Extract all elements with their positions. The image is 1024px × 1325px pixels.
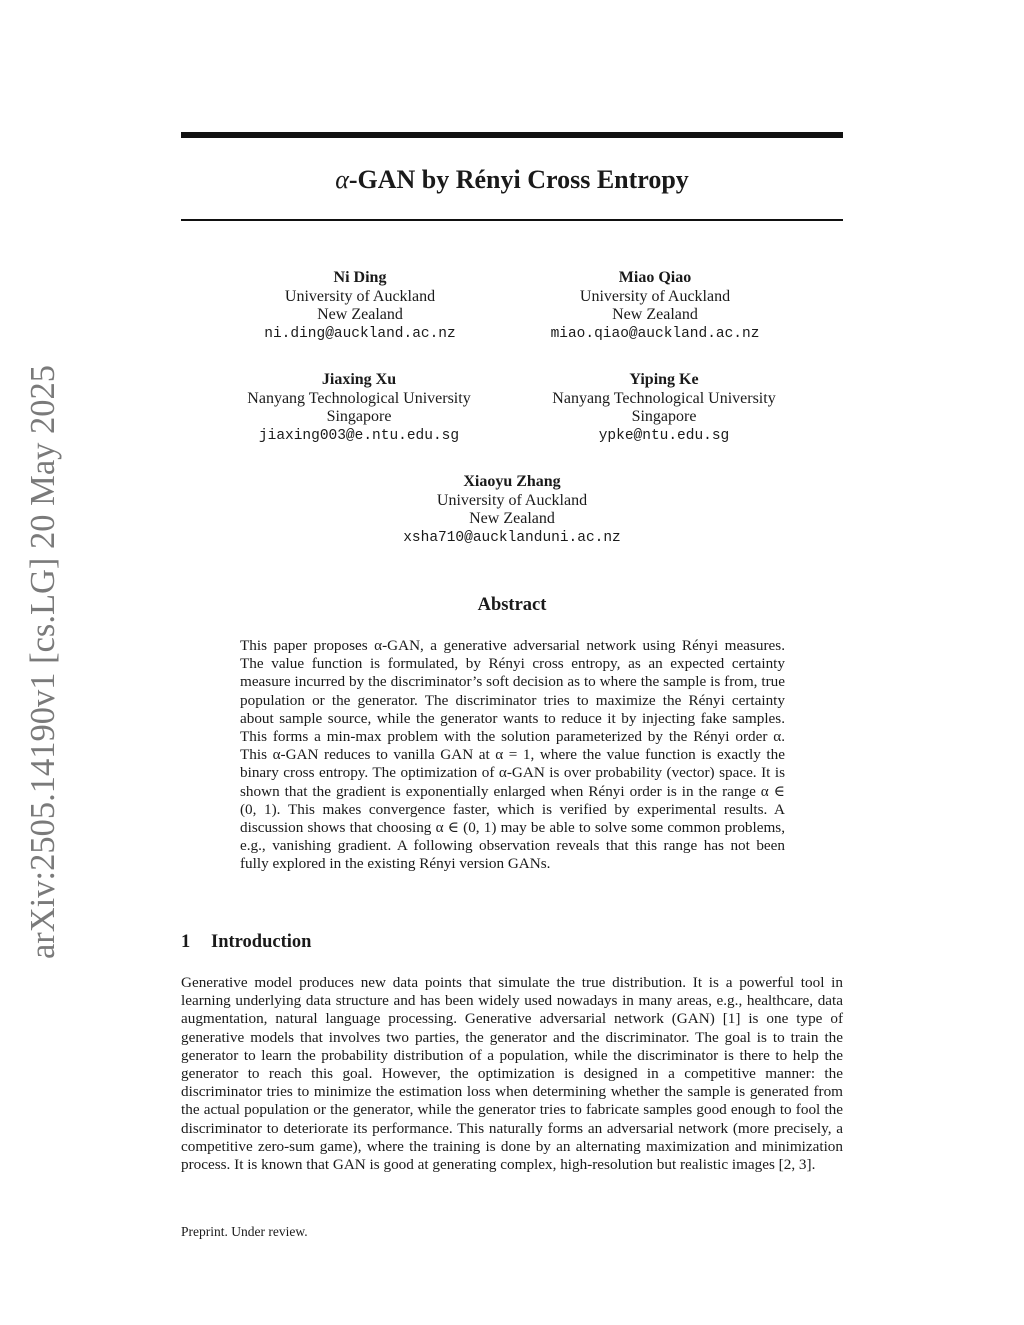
arxiv-stamp: arXiv:2505.14190v1 [cs.LG] 20 May 2025 — [24, 364, 62, 960]
author-name: Miao Qiao — [618, 269, 692, 286]
author-affiliation: University of Auckland — [436, 491, 588, 509]
introduction-text: Generative model produces new data points that simulate the true distribution. It is a powerful tool in learning underlying data structure and has been widely used nowadays in many areas, e.g., healthcare, data augmentation, natural language processing. Generative adversarial network (GAN) [1] is one type of generative models that involves two parties, the generator and the discriminator. The goal is to train the generator to learn the probability distribution of a population, while the discriminator is there to help the generator to reach this goal. However, the optimization is designed in a competitive manner: the discriminator tries to minimize the estimation loss when determining whether the sample is generated from the actual population or the generator, while the generator tries to fabricate samples good enough to fool the discriminator to deteriorate its performance. This naturally forms an adversarial network (more precisely, a competitive zero-sum game), where the training is done by an alternating maximization and minimization process. It is known that GAN is good at generating complex, high-resolution but realistic images [2, 3]. — [181, 974, 843, 1174]
author-country: Singapore — [326, 408, 392, 425]
title-text: -GAN by Rényi Cross Entropy — [348, 165, 689, 194]
title-rule-bottom — [181, 219, 843, 221]
author-name: Ni Ding — [333, 269, 387, 286]
section-heading — [181, 929, 581, 955]
author-email[interactable]: ypke@ntu.edu.sg — [598, 427, 730, 444]
title-alpha-symbol: α — [335, 165, 349, 194]
abstract-heading: Abstract — [477, 595, 547, 615]
footer-note: Preprint. Under review. — [181, 1224, 308, 1239]
author-block — [505, 269, 805, 343]
abstract-text: This paper proposes α-GAN, a generative adversarial network using Rényi measures. The value function is formulated, by Rényi cross entropy, as an expected certainty measure incurred by the discriminator’s soft decision as to where the sample is from, true population or the generator. The discriminator tries to maximize the Rényi certainty about sample source, while the generator wants to reduce it by injecting fake samples. This forms a min-max problem with the solution parameterized by the Rényi order α. This α-GAN reduces to vanilla GAN at α = 1, where the value function is exactly the binary cross entropy. The optimization of α-GAN is over probability (vector) space. It is shown that the gradient is exponentially enlarged when Rényi order is in the range α ∈ (0, 1). This makes convergence faster, which is verified by experimental results. A discussion shows that choosing α ∈ (0, 1) may be able to solve some common problems, e.g., vanishing gradient. A following observation reveals that this range has not been fully explored in the existing Rényi version GANs. — [240, 637, 785, 873]
author-country: New Zealand — [469, 510, 555, 527]
author-block — [514, 371, 814, 445]
author-email[interactable]: ni.ding@auckland.ac.nz — [264, 325, 456, 342]
author-name: Jiaxing Xu — [321, 371, 397, 388]
author-affiliation: Nanyang Technological University — [552, 389, 776, 407]
author-affiliation: University of Auckland — [579, 287, 731, 305]
author-name: Xiaoyu Zhang — [463, 473, 561, 490]
author-affiliation: University of Auckland — [284, 287, 436, 305]
author-country: Singapore — [631, 408, 697, 425]
author-name: Yiping Ke — [629, 371, 699, 388]
paper-title — [181, 160, 843, 200]
author-affiliation: Nanyang Technological University — [247, 389, 471, 407]
author-country: New Zealand — [317, 306, 403, 323]
section-number: 1 — [181, 932, 191, 952]
author-block — [362, 473, 662, 547]
author-email[interactable]: jiaxing003@e.ntu.edu.sg — [258, 427, 460, 444]
author-email[interactable]: xsha710@aucklanduni.ac.nz — [403, 529, 621, 546]
section-title: Introduction — [211, 932, 312, 952]
title-rule-top — [181, 132, 843, 138]
author-country: New Zealand — [612, 306, 698, 323]
author-block — [210, 269, 510, 343]
author-block — [209, 371, 509, 445]
author-email[interactable]: miao.qiao@auckland.ac.nz — [550, 325, 760, 342]
